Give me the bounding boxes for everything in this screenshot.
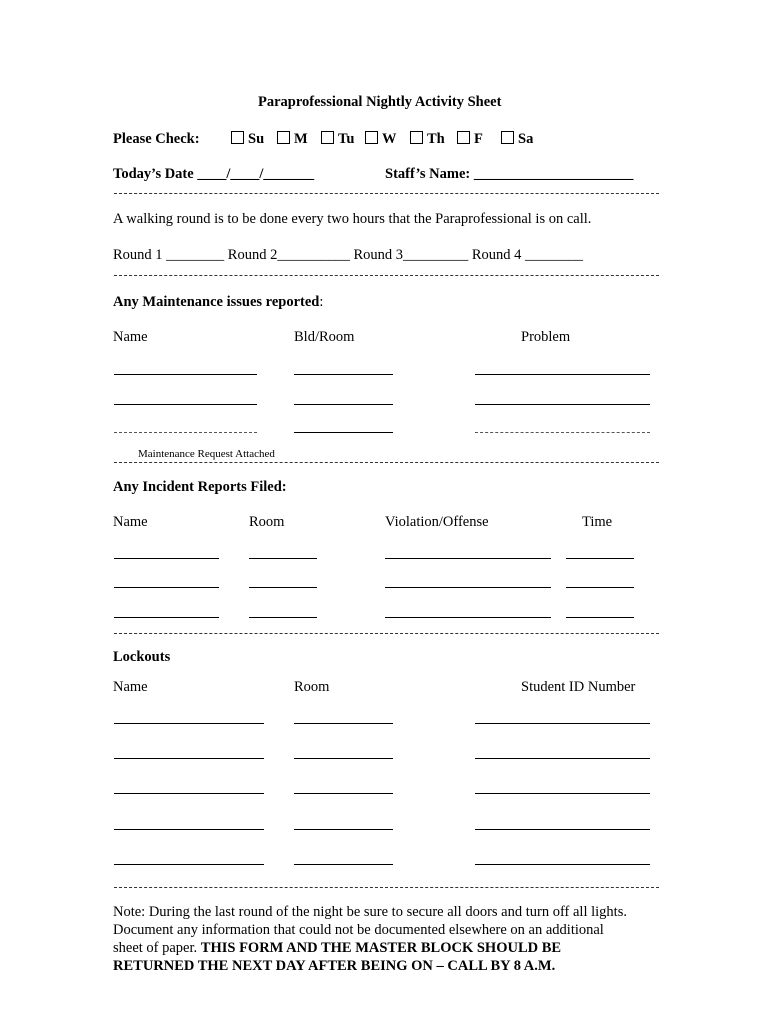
lockout-name-blank[interactable]	[114, 758, 264, 759]
lockout-room-blank[interactable]	[294, 723, 393, 724]
incident-room-blank[interactable]	[249, 558, 317, 559]
lockout-id-blank[interactable]	[475, 793, 650, 794]
incident-heading: Any Incident Reports Filed:	[113, 479, 287, 495]
lockout-room-blank[interactable]	[294, 793, 393, 794]
incident-name-blank[interactable]	[114, 617, 219, 618]
maintenance-request-note: Maintenance Request Attached	[138, 448, 275, 460]
lockouts-col-name: Name	[113, 679, 148, 695]
checkbox-icon[interactable]	[410, 131, 423, 144]
note-line-3: sheet of paper. THIS FORM AND THE MASTER BLOCK SHOULD BE	[113, 940, 562, 956]
maintenance-problem-blank[interactable]	[475, 374, 650, 375]
incident-col-violation: Violation/Offense	[385, 514, 489, 530]
incident-time-blank[interactable]	[566, 558, 634, 559]
maintenance-room-blank[interactable]	[294, 404, 393, 405]
form-title: Paraprofessional Nightly Activity Sheet	[258, 94, 502, 110]
incident-violation-blank[interactable]	[385, 558, 551, 559]
todays-date-field[interactable]: Today’s Date ____/____/_______	[113, 166, 315, 182]
incident-room-blank[interactable]	[249, 587, 317, 588]
day-m-checkbox[interactable]: M	[277, 131, 308, 148]
lockout-room-blank[interactable]	[294, 864, 393, 865]
incident-time-blank[interactable]	[566, 587, 634, 588]
lockout-name-blank[interactable]	[114, 864, 264, 865]
divider	[114, 275, 659, 276]
lockout-name-blank[interactable]	[114, 723, 264, 724]
lockout-id-blank[interactable]	[475, 829, 650, 830]
divider	[114, 462, 659, 463]
lockout-id-blank[interactable]	[475, 864, 650, 865]
maintenance-name-blank[interactable]	[114, 404, 257, 405]
divider	[114, 193, 659, 194]
maintenance-col-room: Bld/Room	[294, 329, 355, 345]
incident-time-blank[interactable]	[566, 617, 634, 618]
checkbox-icon[interactable]	[365, 131, 378, 144]
maintenance-problem-blank[interactable]	[475, 404, 650, 405]
checkbox-icon[interactable]	[501, 131, 514, 144]
incident-name-blank[interactable]	[114, 558, 219, 559]
day-sa-checkbox[interactable]: Sa	[501, 131, 533, 148]
incident-col-room: Room	[249, 514, 285, 530]
maintenance-name-blank[interactable]	[114, 432, 257, 433]
day-f-checkbox[interactable]: F	[457, 131, 483, 148]
incident-violation-blank[interactable]	[385, 587, 551, 588]
maintenance-problem-blank[interactable]	[475, 432, 650, 433]
checkbox-icon[interactable]	[457, 131, 470, 144]
day-tu-checkbox[interactable]: Tu	[321, 131, 354, 148]
checkbox-icon[interactable]	[321, 131, 334, 144]
incident-col-time: Time	[582, 514, 613, 530]
maintenance-col-problem: Problem	[521, 329, 571, 345]
note-line-2: Document any information that could not be documented elsewhere on an additional	[113, 922, 604, 938]
maintenance-col-name: Name	[113, 329, 148, 345]
lockout-room-blank[interactable]	[294, 829, 393, 830]
lockouts-col-student-id: Student ID Number	[521, 679, 636, 695]
incident-name-blank[interactable]	[114, 587, 219, 588]
lockout-name-blank[interactable]	[114, 829, 264, 830]
lockouts-heading: Lockouts	[113, 649, 171, 665]
maintenance-heading: Any Maintenance issues reported:	[113, 294, 324, 310]
day-w-checkbox[interactable]: W	[365, 131, 397, 148]
divider	[114, 887, 659, 888]
lockout-id-blank[interactable]	[475, 758, 650, 759]
maintenance-name-blank[interactable]	[114, 374, 257, 375]
incident-col-name: Name	[113, 514, 148, 530]
lockout-id-blank[interactable]	[475, 723, 650, 724]
rounds-line[interactable]: Round 1 ________ Round 2__________ Round 3_________ Round 4 ________	[113, 247, 584, 263]
note-line-1: Note: During the last round of the night be sure to secure all doors and turn off all lights.	[113, 904, 627, 920]
incident-room-blank[interactable]	[249, 617, 317, 618]
divider	[114, 633, 659, 634]
maintenance-room-blank[interactable]	[294, 432, 393, 433]
day-th-checkbox[interactable]: Th	[410, 131, 445, 148]
lockouts-col-room: Room	[294, 679, 330, 695]
lockout-room-blank[interactable]	[294, 758, 393, 759]
checkbox-icon[interactable]	[277, 131, 290, 144]
maintenance-room-blank[interactable]	[294, 374, 393, 375]
day-su-checkbox[interactable]: Su	[231, 131, 264, 148]
note-line-4: RETURNED THE NEXT DAY AFTER BEING ON – CALL BY 8 A.M.	[113, 958, 556, 974]
incident-violation-blank[interactable]	[385, 617, 551, 618]
please-check-label: Please Check:	[113, 131, 200, 147]
rounds-instruction: A walking round is to be done every two hours that the Paraprofessional is on call.	[113, 211, 592, 227]
staff-name-field[interactable]: Staff’s Name: ______________________	[385, 166, 634, 182]
lockout-name-blank[interactable]	[114, 793, 264, 794]
checkbox-icon[interactable]	[231, 131, 244, 144]
